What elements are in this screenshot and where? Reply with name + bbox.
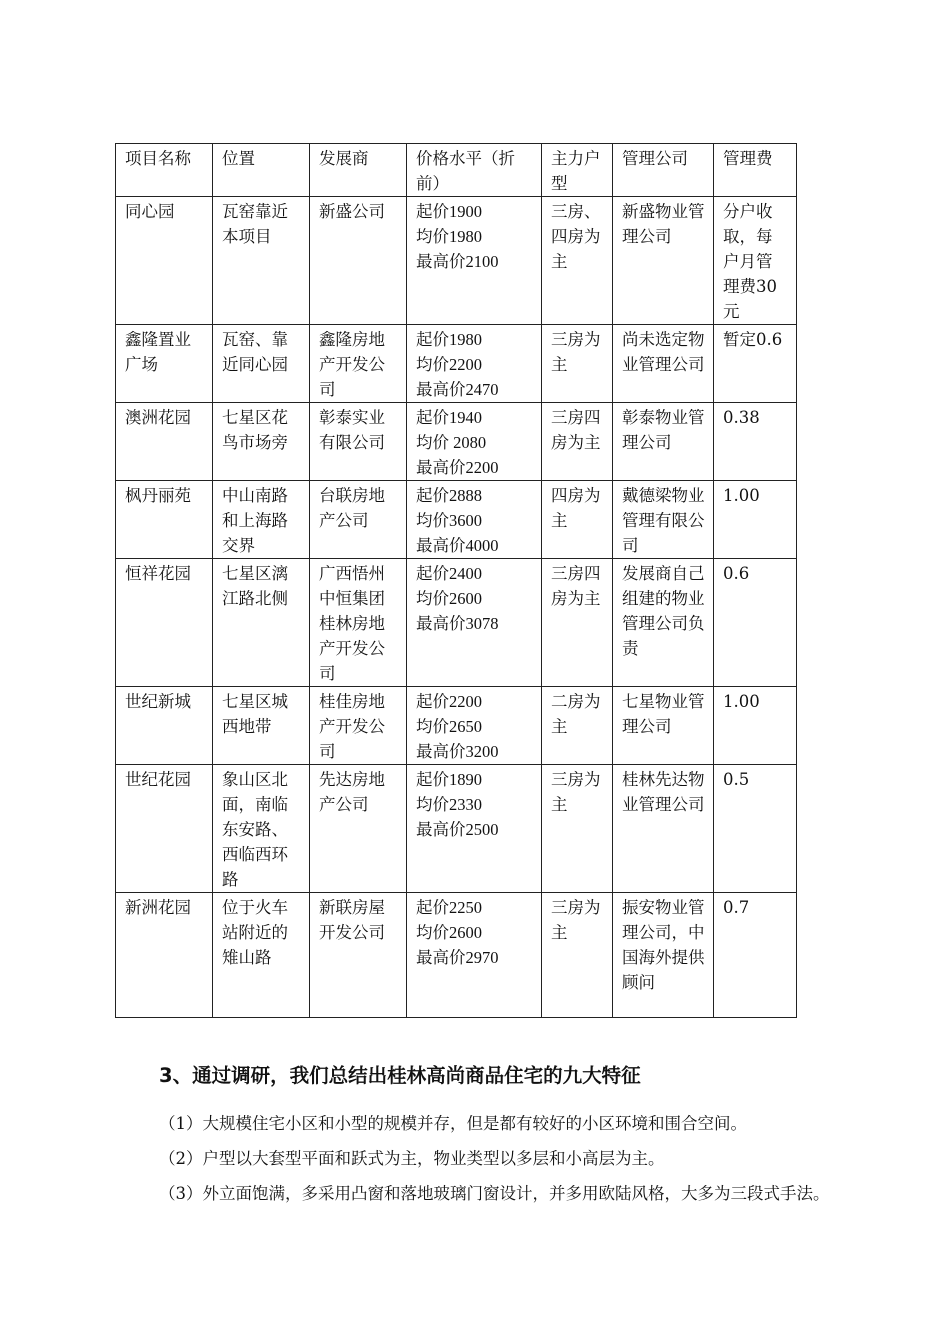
header-cell-developer: 发展商 <box>310 144 407 197</box>
cell-project-name: 鑫隆置业广场 <box>116 325 213 403</box>
cell-developer: 广西悟州中恒集团桂林房地产开发公司 <box>310 559 407 687</box>
cell-price-levels <box>407 893 542 1018</box>
cell-location: 瓦窑靠近本项目 <box>213 197 310 325</box>
cell-developer: 台联房地产公司 <box>310 481 407 559</box>
table-body <box>116 144 797 1018</box>
cell-management-company: 戴德梁物业管理有限公司 <box>613 481 714 559</box>
table-row <box>116 687 797 765</box>
price-line: 起价2888 <box>416 486 482 505</box>
price-line: 均价2200 <box>416 355 482 374</box>
table-row <box>116 197 797 325</box>
cell-project-name: 恒祥花园 <box>116 559 213 687</box>
cell-price-levels <box>407 325 542 403</box>
cell-project-name: 澳洲花园 <box>116 403 213 481</box>
cell-developer: 新联房屋开发公司 <box>310 893 407 1018</box>
cell-project-name: 同心园 <box>116 197 213 325</box>
cell-project-name: 世纪新城 <box>116 687 213 765</box>
price-line: 起价2400 <box>416 564 482 583</box>
header-cell-price: 价格水平（折前） <box>407 144 542 197</box>
header-cell-manager: 管理公司 <box>613 144 714 197</box>
cell-unit-type: 三房四房为主 <box>542 403 613 481</box>
cell-developer: 桂佳房地产开发公司 <box>310 687 407 765</box>
table-header-row <box>116 144 797 197</box>
price-line: 最高价2200 <box>416 458 499 477</box>
table-row <box>116 893 797 1018</box>
cell-management-fee: 0.6 <box>714 559 797 687</box>
cell-management-company: 彰泰物业管理公司 <box>613 403 714 481</box>
header-cell-fee: 管理费 <box>714 144 797 197</box>
price-line: 均价2330 <box>416 795 482 814</box>
price-line: 起价1900 <box>416 202 482 221</box>
cell-location: 瓦窑、靠近同心园 <box>213 325 310 403</box>
cell-management-fee: 0.5 <box>714 765 797 893</box>
price-line: 最高价2970 <box>416 948 499 967</box>
project-comparison-table <box>115 143 797 1018</box>
cell-management-company: 新盛物业管理公司 <box>613 197 714 325</box>
paragraph-1: （1）大规模住宅小区和小型的规模并存，但是都有较好的小区环境和围合空间。 <box>159 1114 747 1133</box>
price-line: 起价2200 <box>416 692 482 711</box>
header-cell-name: 项目名称 <box>116 144 213 197</box>
cell-price-levels <box>407 197 542 325</box>
header-cell-location: 位置 <box>213 144 310 197</box>
cell-unit-type: 三房为主 <box>542 765 613 893</box>
cell-unit-type: 二房为主 <box>542 687 613 765</box>
cell-developer: 先达房地产公司 <box>310 765 407 893</box>
cell-developer: 彰泰实业有限公司 <box>310 403 407 481</box>
price-line: 起价1980 <box>416 330 482 349</box>
cell-price-levels <box>407 559 542 687</box>
paragraph-3: （3）外立面饱满，多采用凸窗和落地玻璃门窗设计，并多用欧陆风格，大多为三段式手法。 <box>159 1184 830 1203</box>
cell-location: 七星区漓江路北侧 <box>213 559 310 687</box>
price-line: 最高价3200 <box>416 742 499 761</box>
cell-location: 位于火车站附近的雉山路 <box>213 893 310 1018</box>
cell-unit-type: 三房四房为主 <box>542 559 613 687</box>
table-row <box>116 559 797 687</box>
cell-unit-type: 四房为主 <box>542 481 613 559</box>
cell-location: 中山南路和上海路交界 <box>213 481 310 559</box>
price-line: 最高价2500 <box>416 820 499 839</box>
price-line: 起价1890 <box>416 770 482 789</box>
cell-management-company: 桂林先达物业管理公司 <box>613 765 714 893</box>
paragraph-2: （2）户型以大套型平面和跃式为主，物业类型以多层和小高层为主。 <box>159 1149 665 1168</box>
cell-developer: 鑫隆房地产开发公司 <box>310 325 407 403</box>
price-line: 均价2600 <box>416 589 482 608</box>
cell-unit-type: 三房、四房为主 <box>542 197 613 325</box>
cell-management-company: 尚未选定物业管理公司 <box>613 325 714 403</box>
cell-unit-type: 三房为主 <box>542 893 613 1018</box>
cell-price-levels <box>407 687 542 765</box>
cell-developer: 新盛公司 <box>310 197 407 325</box>
price-line: 均价 2080 <box>416 433 487 452</box>
cell-location: 七星区城西地带 <box>213 687 310 765</box>
price-line: 最高价3078 <box>416 614 499 633</box>
price-line: 起价2250 <box>416 898 482 917</box>
cell-price-levels <box>407 403 542 481</box>
section-heading: 3、通过调研，我们总结出桂林高尚商品住宅的九大特征 <box>159 1064 641 1087</box>
cell-management-fee: 0.7 <box>714 893 797 1018</box>
price-line: 最高价2470 <box>416 380 499 399</box>
table-row <box>116 325 797 403</box>
cell-unit-type: 三房为主 <box>542 325 613 403</box>
cell-management-fee: 1.00 <box>714 481 797 559</box>
cell-project-name: 世纪花园 <box>116 765 213 893</box>
header-cell-unit-type: 主力户型 <box>542 144 613 197</box>
cell-management-company: 发展商自己组建的物业管理公司负责 <box>613 559 714 687</box>
table-row <box>116 403 797 481</box>
price-line: 起价1940 <box>416 408 482 427</box>
price-line: 最高价2100 <box>416 252 499 271</box>
cell-management-fee: 暂定0.6 <box>714 325 797 403</box>
price-line: 均价3600 <box>416 511 482 530</box>
price-line: 均价1980 <box>416 227 482 246</box>
cell-management-company: 七星物业管理公司 <box>613 687 714 765</box>
price-line: 最高价4000 <box>416 536 499 555</box>
cell-project-name: 枫丹丽苑 <box>116 481 213 559</box>
cell-price-levels <box>407 481 542 559</box>
cell-management-fee: 0.38 <box>714 403 797 481</box>
cell-management-fee: 1.00 <box>714 687 797 765</box>
cell-management-company: 振安物业管理公司，中国海外提供顾问 <box>613 893 714 1018</box>
cell-management-fee: 分户收取，每户月管理费30元 <box>714 197 797 325</box>
price-line: 均价2600 <box>416 923 482 942</box>
cell-location: 七星区花鸟市场旁 <box>213 403 310 481</box>
table-row <box>116 481 797 559</box>
cell-project-name: 新洲花园 <box>116 893 213 1018</box>
price-line: 均价2650 <box>416 717 482 736</box>
table-row <box>116 765 797 893</box>
cell-price-levels <box>407 765 542 893</box>
cell-location: 象山区北面，南临东安路、西临西环路 <box>213 765 310 893</box>
